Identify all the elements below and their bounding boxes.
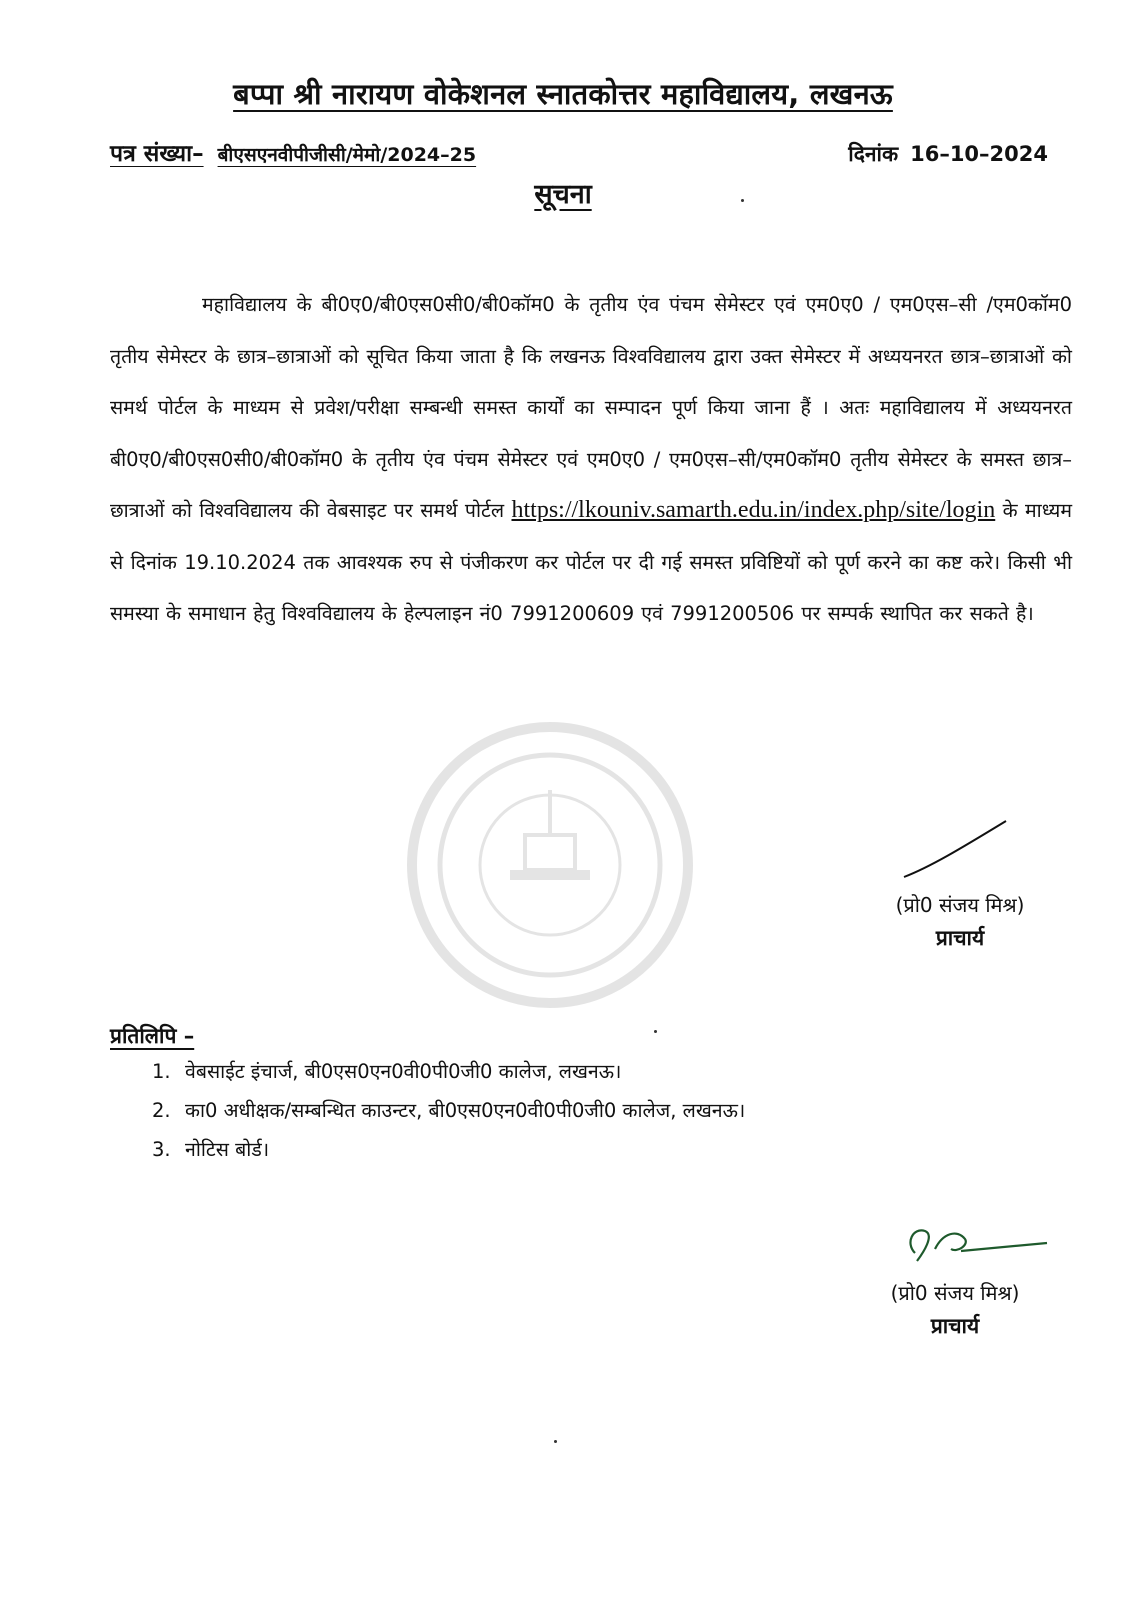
handwritten-signature-icon xyxy=(895,1213,1055,1273)
notice-body xyxy=(110,279,1072,640)
samarth-portal-link[interactable]: https://lkouniv.samarth.edu.in/index.php/site/login xyxy=(511,497,996,523)
signatory-title: प्राचार्य xyxy=(930,1314,980,1338)
college-stamp-watermark xyxy=(405,720,695,1010)
scan-speck xyxy=(654,1030,657,1033)
list-item: 2. का0 अधीक्षक/सम्बन्धित काउन्टर, बी0एस0एन0वी0पी0जी0 कालेज, लखनऊ। xyxy=(152,1099,746,1122)
date-value: 16–10–2024 xyxy=(910,142,1048,166)
notice-paragraph-part-1: महाविद्यालय के बी0ए0/बी0एस0सी0/बी0कॉम0 के तृतीय एंव पंचम सेमेस्टर एवं एम0ए0 / एम0एस–सी /एम0कॉम0 तृतीय सेमेस्टर के छात्र–छात्राओं को सूचित किया जाता है कि लखनऊ विश्वविद्यालय द्वारा उक्त सेमेस्टर में अध्ययनरत छात्र–छात्राओं को समर्थ पोर्टल के माध्यम से प्रवेश/परीक्षा सम्बन्धी समस्त कार्यों का सम्पादन पूर्ण किया जाना हैं । अतः महाविद्यालय में अध्ययनरत बी0ए0/बी0एस0सी0/बी0कॉम0 के तृतीय एंव पंचम सेमेस्टर एवं एम0ए0 / एम0एस–सी/एम0कॉम0 तृतीय सेमेस्टर के समस्त छात्र–छात्राओं को विश्वविद्यालय की वेबसाइट पर समर्थ पोर्टल xyxy=(110,293,1072,522)
copy-to-list xyxy=(152,1052,745,1169)
reference-value: बीएसएनवीपीजीसी/मेमो/2024–25 xyxy=(217,144,477,166)
copy-to-heading: प्रतिलिपि – xyxy=(110,1024,195,1048)
list-item: 3. नोटिस बोर्ड। xyxy=(152,1138,270,1161)
signature-stroke-icon xyxy=(900,815,1010,885)
signatory-name: (प्रो0 संजय मिश्र) xyxy=(895,893,1025,917)
list-item: 1. वेबसाईट इंचार्ज, बी0एस0एन0वी0पी0जी0 कालेज, लखनऊ। xyxy=(152,1060,622,1083)
reference-row xyxy=(110,136,1048,168)
signature-block-principal xyxy=(860,815,1060,952)
notice-date xyxy=(848,140,1048,168)
scan-speck xyxy=(554,1440,557,1443)
signatory-name: (प्रो0 संजय मिश्र) xyxy=(890,1281,1020,1305)
notice-heading: सूचना xyxy=(534,179,592,210)
reference-label: पत्र संख्या– xyxy=(110,141,204,167)
signatory-title: प्राचार्य xyxy=(935,926,985,950)
scan-speck xyxy=(741,199,744,202)
signature-block-principal-copy xyxy=(855,1213,1055,1340)
college-name: बप्पा श्री नारायण वोकेशनल स्नातकोत्तर महाविद्यालय, लखनऊ xyxy=(233,77,893,111)
date-label: दिनांक xyxy=(848,142,899,166)
reference-number xyxy=(110,136,476,168)
notice-paragraph-part-2: के माध्यम से दिनांक 19.10.2024 तक आवश्यक रुप से पंजीकरण कर पोर्टल पर दी गई समस्त प्रविष्टियों को पूर्ण करने का कष्ट करे। किसी भी समस्या के समाधान हेतु विश्वविद्यालय के हेल्पलाइन नं0 7991200609 एवं 7991200506 पर सम्पर्क स्थापित कर सकते है। xyxy=(110,499,1072,625)
